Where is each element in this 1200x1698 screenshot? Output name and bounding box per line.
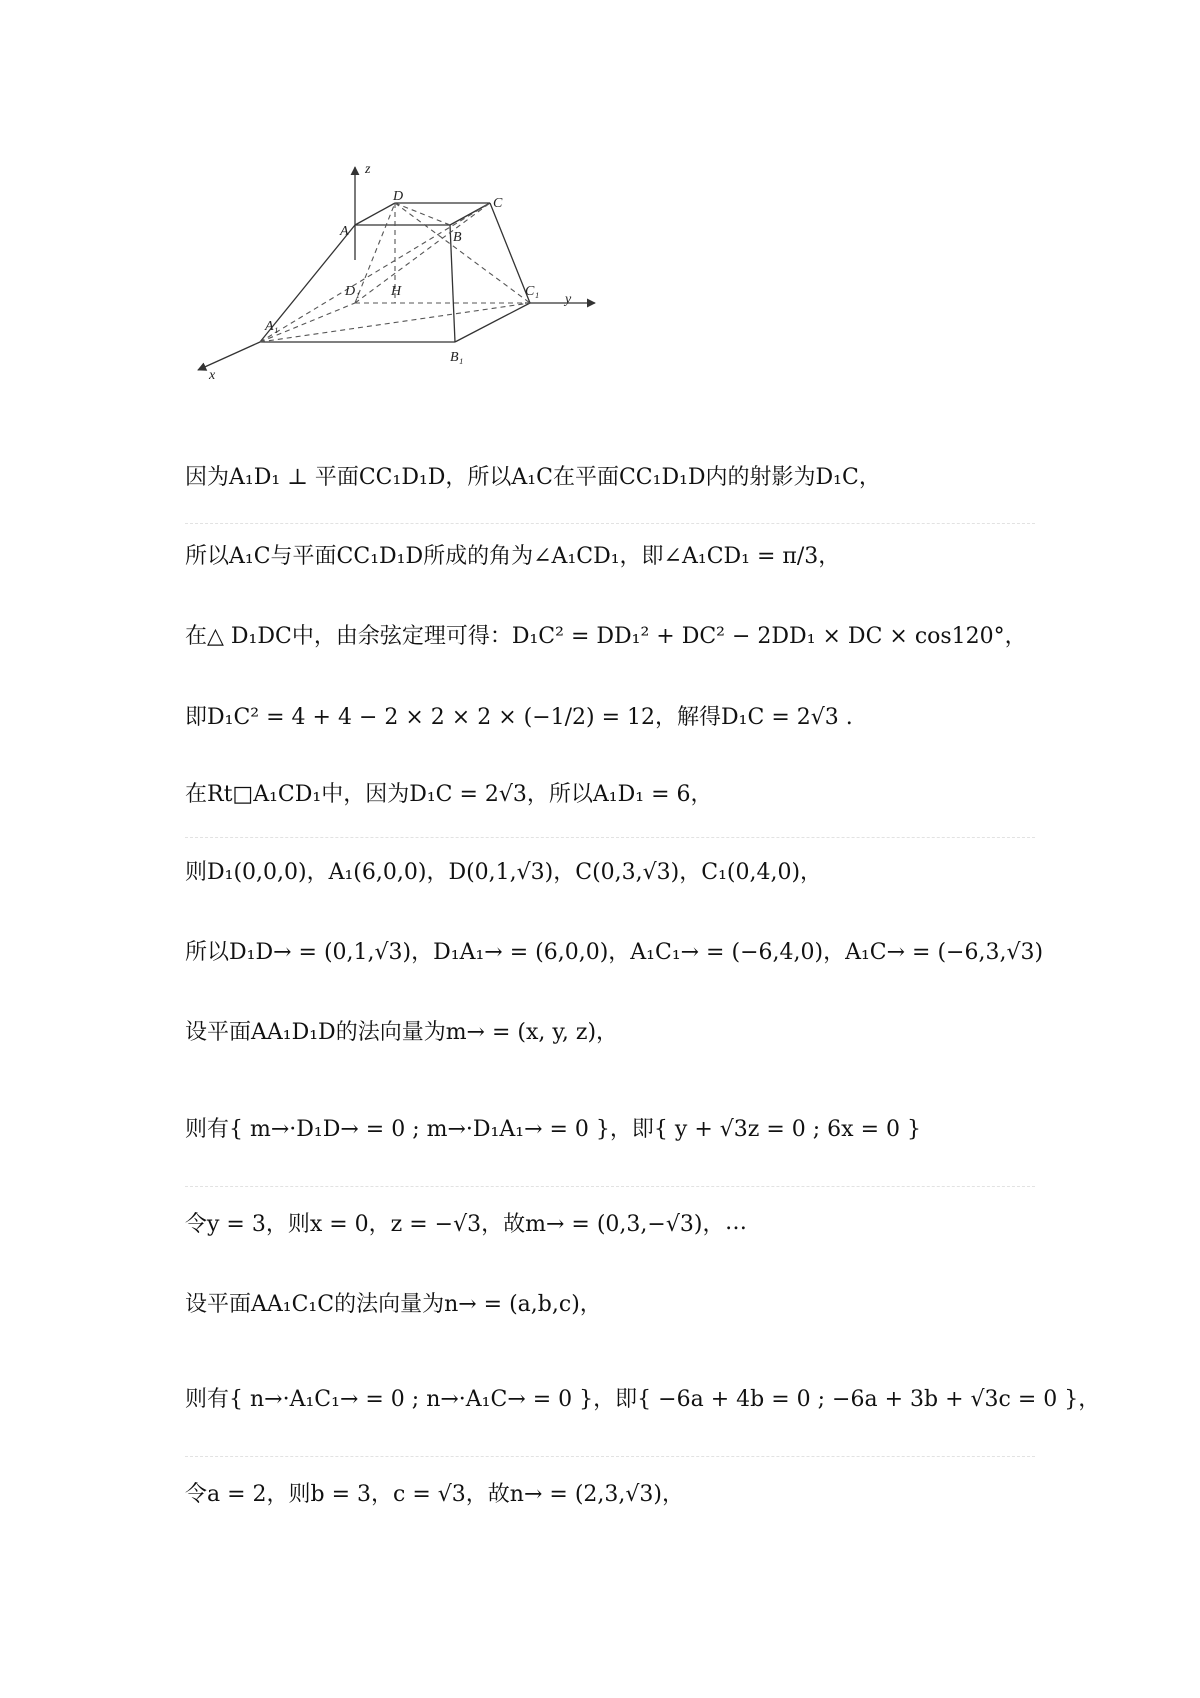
label-x: x [209,368,216,383]
label-b1: B₁ [450,350,464,365]
x-axis [198,342,260,370]
ellipsis: … [725,1210,747,1235]
divider [185,1186,1035,1187]
edge-c-c1 [490,203,530,303]
text-line-1: 因为A₁D₁ ⊥ 平面CC₁D₁D，所以A₁C在平面CC₁D₁D内的射影为D₁C， [185,465,881,490]
text-line-9: 则有{ m→·D₁D→ = 0 ; m→·D₁A₁→ = 0 }，即{ y + √3z = 0 ; 6x = 0 } [185,1117,921,1142]
label-c1: C₁ [525,284,540,299]
edge-d-b [395,203,450,225]
label-z: z [365,165,371,177]
label-a: A [340,224,349,239]
text-line-11: 设平面AA₁C₁C的法向量为n→ = (a,b,c)， [185,1292,602,1317]
edge-d1-c [355,203,490,303]
label-b: B [453,230,462,245]
text-line-8: 设平面AA₁D₁D的法向量为m→ = (x, y, z)， [185,1020,619,1045]
text-line-5: 在Rt□A₁CD₁中，因为D₁C = 2√3，所以A₁D₁ = 6， [185,782,713,807]
text-line-13: 令a = 2，则b = 3，c = √3，故n→ = (2,3,√3)， [185,1482,684,1507]
divider [185,1456,1035,1457]
label-a1: A₁ [265,319,279,334]
divider [185,523,1035,524]
label-c: C [493,196,503,211]
label-d1: D₁ [345,284,360,299]
label-d: D [393,189,404,204]
edge-d1-d [355,203,395,303]
text-line-7: 所以D₁D→ = (0,1,√3)，D₁A₁→ = (6,0,0)，A₁C₁→ = (−6,4,0)，A₁C→ = (−6,3,√3) [185,940,1044,965]
edge-a1-c1 [260,303,530,342]
text-line-10: 令y = 3，则x = 0，z = −√3，故m→ = (0,3,−√3)， [185,1212,725,1237]
text-line-12: 则有{ n→·A₁C₁→ = 0 ; n→·A₁C→ = 0 }，即{ −6a + 4b = 0 ; −6a + 3b + √3c = 0 }， [185,1387,1101,1412]
text-line-3: 在△ D₁DC中，由余弦定理可得：D₁C² = DD₁² + DC² − 2DD₁ × DC × cos120°， [185,624,1027,649]
text-line-4: 即D₁C² = 4 + 4 − 2 × 2 × 2 × (−1/2) = 12，解得D₁C = 2√3 . [185,705,853,730]
edge-a1-c [260,203,490,342]
text-line-6: 则D₁(0,0,0)，A₁(6,0,0)，D(0,1,√3)，C(0,3,√3)，C₁(0,4,0)， [185,860,823,885]
divider [185,837,1035,838]
solid-figure [195,165,645,425]
text-line-2: 所以A₁C与平面CC₁D₁D所成的角为∠A₁CD₁，即∠A₁CD₁ = π/3， [185,544,841,569]
label-y: y [565,292,572,307]
label-h: H [391,284,402,299]
edge-a-d [355,203,395,225]
